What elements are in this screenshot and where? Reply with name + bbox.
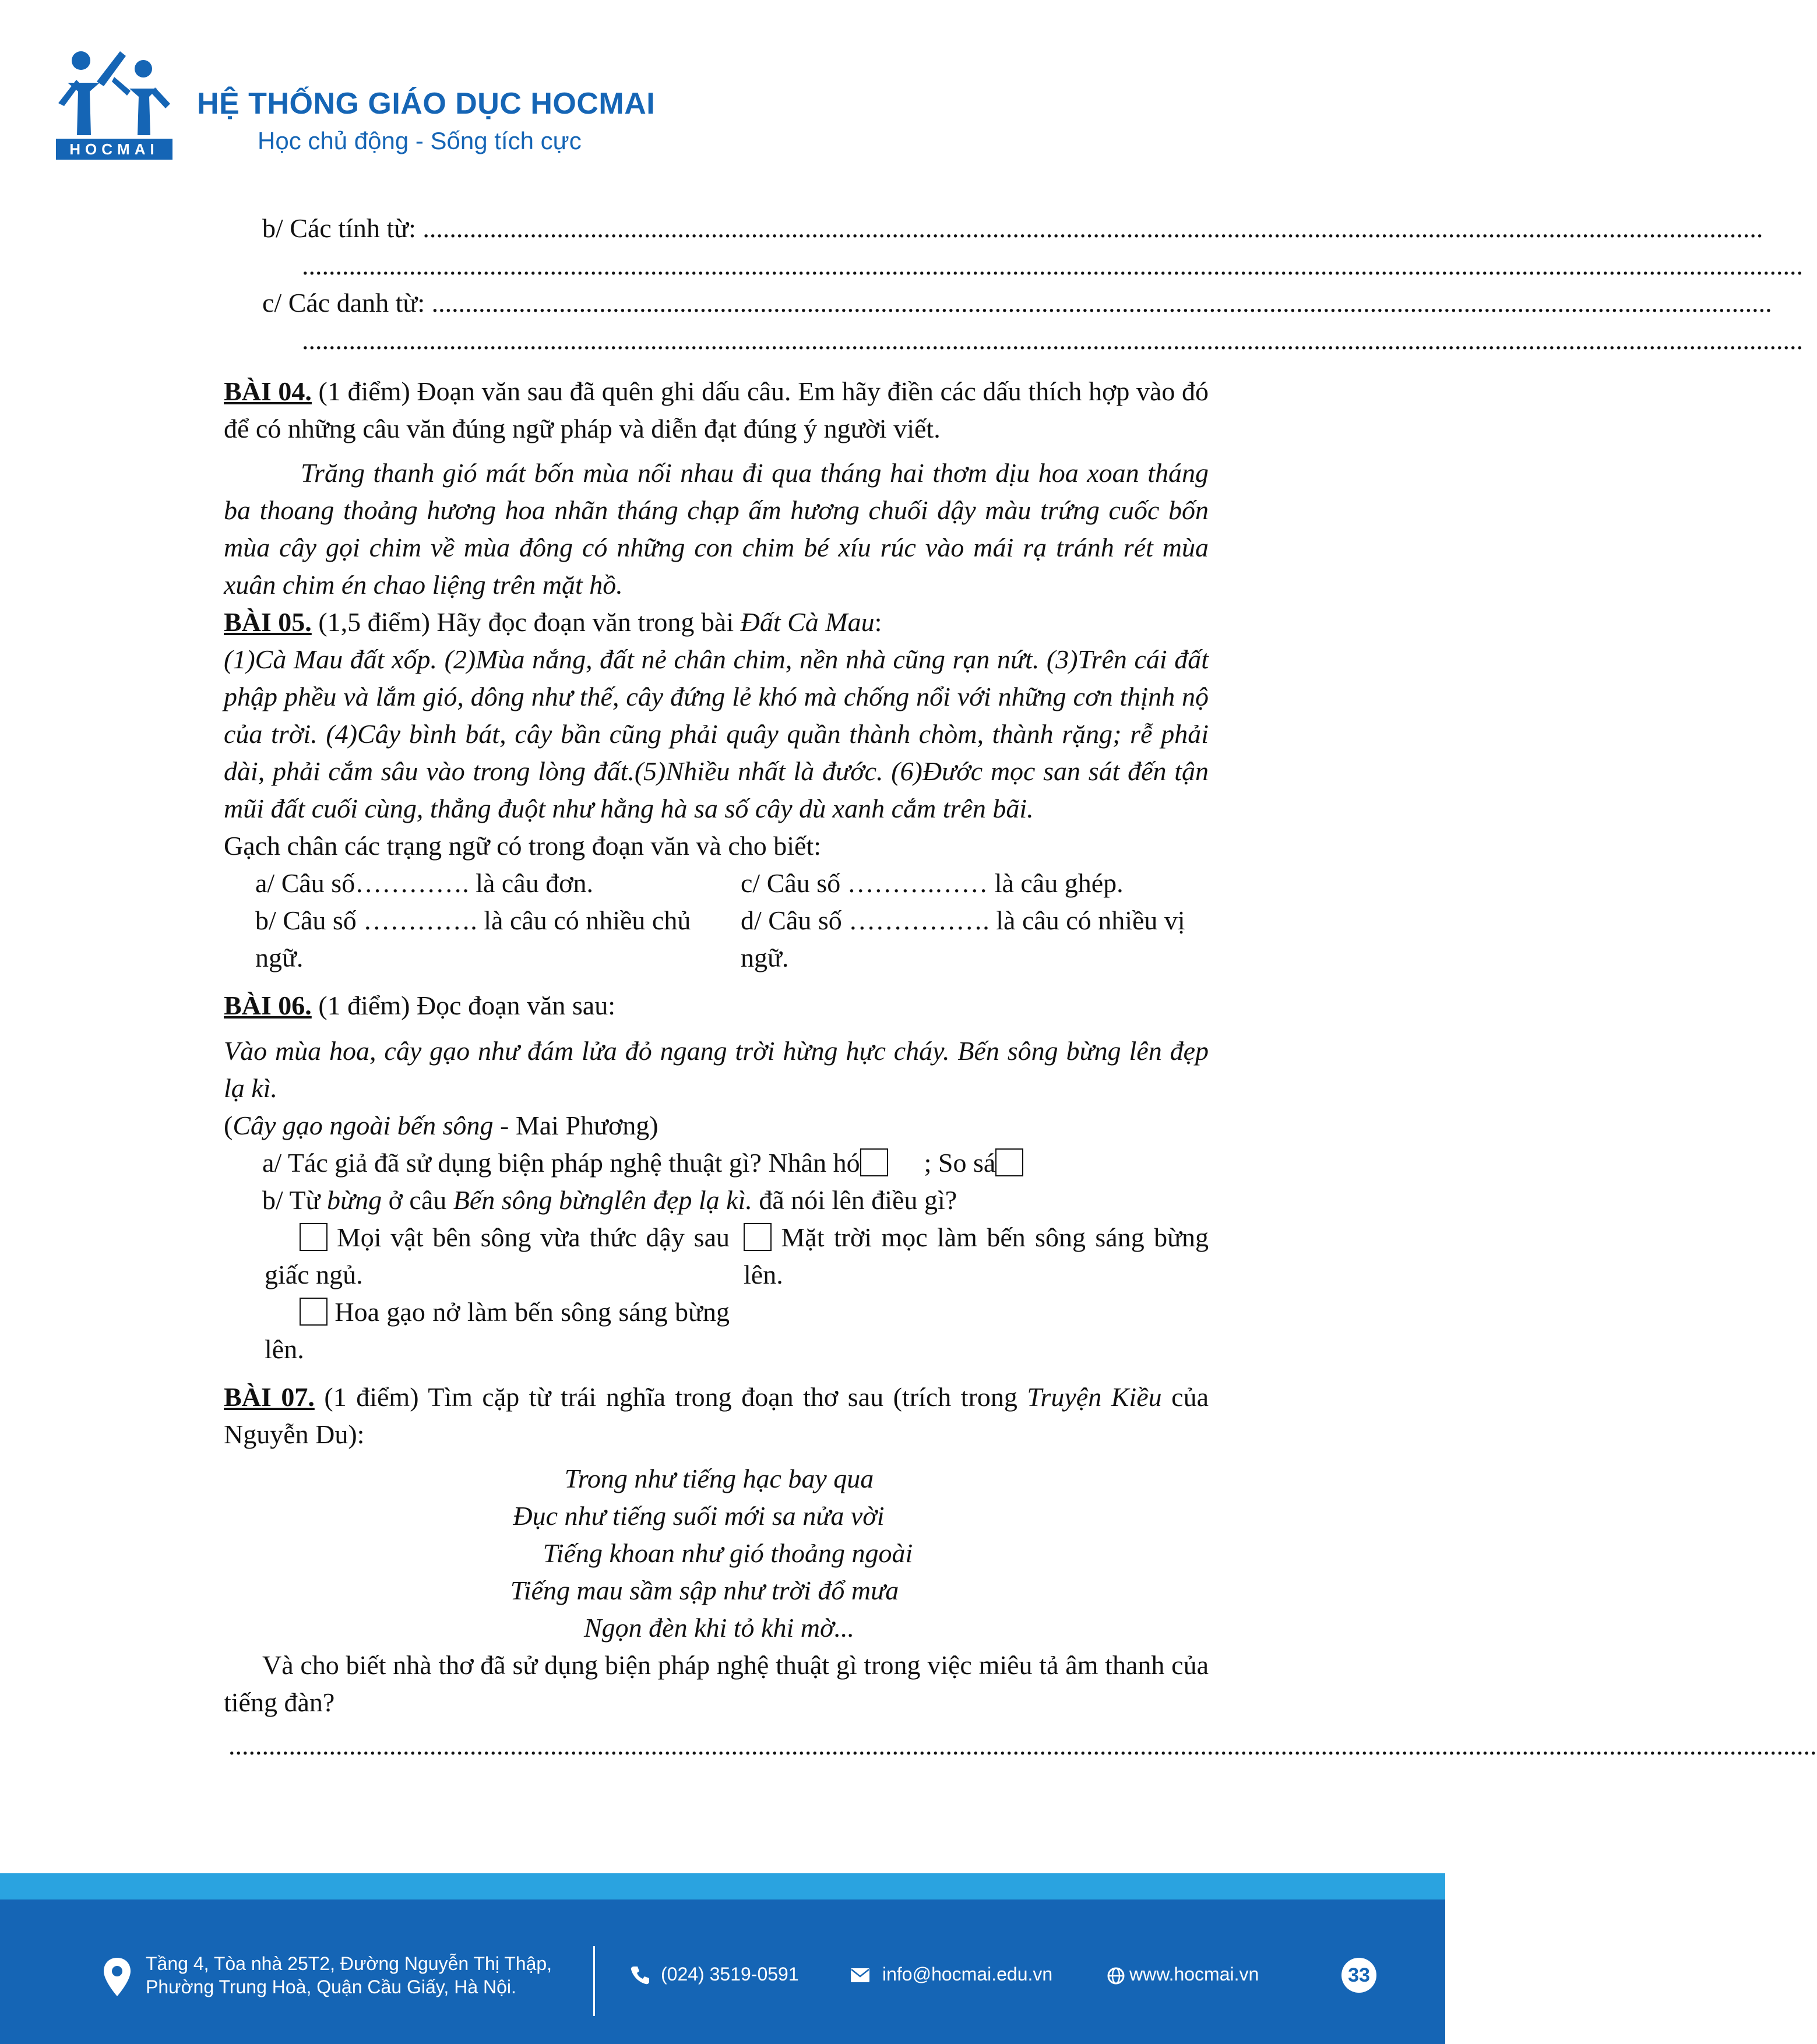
bai07-question: BÀI 07. (1 điểm) Tìm cặp từ trái nghĩa trong đoạn thơ sau (trích trong Truyện Kiều của Nguyễn Du): xyxy=(224,1382,1209,1449)
option-3: Hoa gạo nở làm bến sông sáng bừng lên. xyxy=(265,1297,730,1364)
answer-dots: ........................................................................................................................................................................................................ xyxy=(431,288,1772,318)
checkbox-option-3[interactable] xyxy=(300,1298,328,1326)
option-2: Mặt trời mọc làm bến sông sáng bừng lên. xyxy=(744,1222,1209,1289)
bai06-options xyxy=(224,1219,1209,1368)
location-pin-icon xyxy=(103,1957,132,1997)
page-number: 33 xyxy=(1341,1958,1376,1993)
bai04-passage: Trăng thanh gió mát bốn mùa nối nhau đi qua tháng hai thơm dịu hoa xoan tháng ba thoang thoảng hương hoa nhãn tháng chạp ấm hương chuối dậy màu trứng cuốc bốn mùa cây gọi chim về mùa đông có những con chim bé xíu rúc vào mái rạ tránh rét mùa xuân chim én chao liệng trên mặt hồ. xyxy=(224,458,1209,600)
footer-website[interactable]: www.hocmai.vn xyxy=(1129,1964,1259,1985)
bai06-question-a: a/ Tác giả đã sử dụng biện pháp nghệ thuật gì? Nhân hó ; So sá xyxy=(224,1144,1209,1182)
bai05-d: d/ Câu số ……………. là câu có nhiều vị ngữ. xyxy=(741,905,1185,972)
bai07-poem xyxy=(224,1460,1209,1647)
poem-line: Ngọn đèn khi tỏ khi mờ... xyxy=(583,1613,855,1643)
footer-address: Tầng 4, Tòa nhà 25T2, Đường Nguyễn Thị Thập, Phường Trung Hoà, Quận Cầu Giấy, Hà Nội. xyxy=(146,1953,552,1997)
bai05-passage: (1)Cà Mau đất xốp. (2)Mùa nắng, đất nẻ chân chim, nền nhà cũng rạn nứt. (3)Trên cái đất phập phều và lắm gió, dông như thế, cây đứng lẻ khó mà chống nổi với những cơn thịnh nộ của trời. (4)Cây bình bát, cây bần cũng phải quây quần thành chòm, thành rặng; rễ phải dài, phải cắm sâu vào trong lòng đất.(5)Nhiều nhất là đước. (6)Đước mọc san sát đến tận mũi đất cuối cùng, thẳng đuột như hằng hà sa số cây dù xanh cắm trên bãi. xyxy=(224,644,1209,823)
hocmai-logo xyxy=(56,48,172,160)
logo-text: HOCMAI xyxy=(69,140,159,158)
bai05-c: c/ Câu số ……….…… là câu ghép. xyxy=(741,868,1124,898)
footer-phone[interactable]: (024) 3519-0591 xyxy=(661,1964,799,1985)
bai05-b: b/ Câu số …………. là câu có nhiều chủ ngữ. xyxy=(255,905,691,972)
worksheet-content xyxy=(224,210,1817,1764)
bai06-label: BÀI 06. xyxy=(224,991,312,1020)
option-1: Mọi vật bên sông vừa thức dậy sau giấc ngủ. xyxy=(265,1222,730,1289)
item-c-nouns xyxy=(224,284,1772,322)
footer-email[interactable]: info@hocmai.edu.vn xyxy=(882,1964,1053,1985)
footer xyxy=(0,1899,1445,2044)
bai05-label: BÀI 05. xyxy=(224,607,312,637)
globe-icon xyxy=(1107,1967,1125,1985)
answer-line: ............................................................................................................................................................................................................................................. xyxy=(228,1731,1817,1760)
bai07-label: BÀI 07. xyxy=(224,1382,315,1412)
bai04-label: BÀI 04. xyxy=(224,376,312,406)
poem-line: Tiếng khoan như gió thoảng ngoài xyxy=(543,1538,913,1568)
item-c-label: c/ Các danh từ: xyxy=(262,288,425,318)
checkbox-nhan-hoa[interactable] xyxy=(860,1148,888,1176)
checkbox-option-2[interactable] xyxy=(744,1223,772,1251)
poem-line: Tiếng mau sầm sập như trời đổ mưa xyxy=(510,1576,899,1605)
poem-line: Trong như tiếng hạc bay qua xyxy=(564,1464,874,1493)
poem-line: Đục như tiếng suối mới sa nửa vời xyxy=(513,1501,885,1531)
checkbox-option-1[interactable] xyxy=(300,1223,328,1251)
bai04-question: BÀI 04. (1 điểm) Đoạn văn sau đã quên ghi dấu câu. Em hãy điền các dấu thích hợp vào đó để có những câu văn đúng ngữ pháp và diễn đạt đúng ý người viết. xyxy=(224,376,1209,443)
phone-icon xyxy=(629,1965,650,1986)
brand-title: HỆ THỐNG GIÁO DỤC HOCMAI xyxy=(197,87,656,121)
bai07-sub-question: Và cho biết nhà thơ đã sử dụng biện pháp nghệ thuật gì trong việc miêu tả âm thanh của tiếng đàn? xyxy=(224,1650,1209,1717)
answer-dots: ........................................................................................................................................................................................................ xyxy=(422,213,1763,243)
footer-divider xyxy=(593,1946,595,2016)
bai06-question-b: b/ Từ bừng ở câu Bến sông bừnglên đẹp lạ kì. đã nói lên điều gì? xyxy=(262,1185,957,1215)
item-b-adjectives xyxy=(224,210,1763,247)
bai06-source: (Cây gạo ngoài bến sông - Mai Phương) xyxy=(224,1111,659,1140)
bai05-task: Gạch chân các trạng ngữ có trong đoạn văn và cho biết: xyxy=(224,831,822,861)
item-b-label: b/ Các tính từ: xyxy=(262,213,416,243)
email-icon xyxy=(851,1968,869,1982)
footer-accent-strip xyxy=(0,1873,1445,1899)
bai05-answers xyxy=(224,865,1209,977)
bai06-passage: Vào mùa hoa, cây gạo như đám lửa đỏ ngang trời hừng hực cháy. Bến sông bừng lên đẹp lạ kì. xyxy=(224,1036,1209,1103)
bai06-question: BÀI 06. (1 điểm) Đọc đoạn văn sau: xyxy=(224,991,615,1020)
bai05-a: a/ Câu số…………. là câu đơn. xyxy=(255,868,594,898)
answer-line: ................................................................................................................................................................................................................................ xyxy=(302,325,1803,355)
checkbox-so-sanh[interactable] xyxy=(995,1148,1023,1176)
brand-slogan: Học chủ động - Sống tích cực xyxy=(258,127,582,154)
answer-line: ................................................................................................................................................................................................................................ xyxy=(302,251,1803,280)
bai05-question: BÀI 05. (1,5 điểm) Hãy đọc đoạn văn trong bài Đất Cà Mau: xyxy=(224,607,882,637)
